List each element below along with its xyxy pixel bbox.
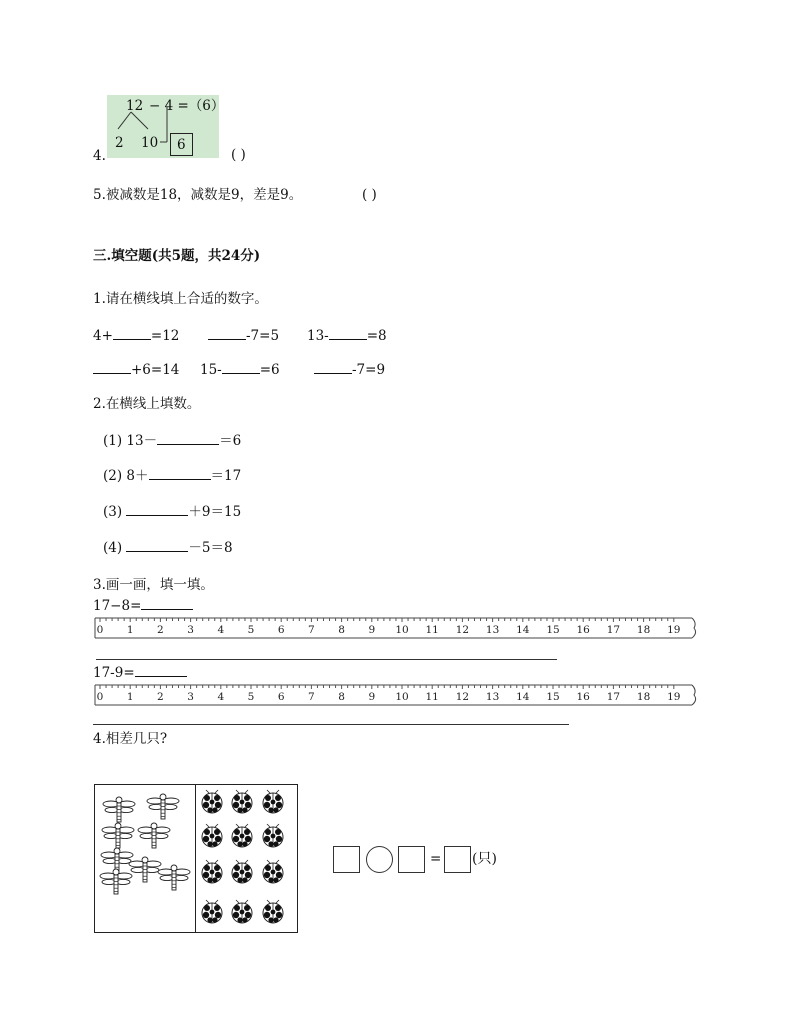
ladybug-icon bbox=[263, 860, 283, 883]
answer-blank[interactable] bbox=[126, 504, 188, 516]
ladybug-icon bbox=[232, 860, 252, 883]
answer-blank[interactable] bbox=[113, 328, 151, 340]
ruler-tick-label: 5 bbox=[247, 691, 255, 703]
answer-paren[interactable]: ( ) bbox=[362, 187, 377, 203]
ruler-tick-label: 12 bbox=[455, 624, 470, 636]
operator-circle[interactable] bbox=[366, 846, 393, 873]
answer-blank[interactable] bbox=[126, 540, 188, 552]
ruler-tick-label: 1 bbox=[126, 691, 134, 703]
q2-item-3: (3) ＋9＝15 bbox=[103, 504, 242, 520]
ladybug-icon bbox=[263, 790, 283, 813]
expression-rest: − 4 =（6） bbox=[149, 98, 225, 114]
q1-row2-item2: 15- =6 bbox=[200, 362, 280, 378]
ruler-tick-label: 4 bbox=[217, 691, 225, 703]
ruler-tick-label: 10 bbox=[395, 624, 409, 636]
q2-item-1: (1) 13－ ＝6 bbox=[103, 433, 242, 449]
number-ruler-1 bbox=[94, 617, 700, 639]
ruler-tick-label: 12 bbox=[455, 691, 470, 703]
q3-eq1: 17−8= bbox=[93, 598, 193, 614]
ruler-tick-label: 8 bbox=[338, 624, 345, 636]
answer-paren[interactable]: ( ) bbox=[231, 147, 246, 163]
number-split-figure bbox=[107, 95, 225, 158]
answer-blank[interactable] bbox=[149, 468, 211, 480]
q5-statement: 5.被减数是18，减数是9，差是9。 bbox=[93, 187, 303, 203]
minuend: 12 bbox=[126, 98, 144, 114]
question-number: 4. bbox=[93, 148, 106, 164]
boxed-answer: 6 bbox=[170, 133, 193, 156]
answer-blank[interactable] bbox=[208, 328, 246, 340]
answer-blank[interactable] bbox=[157, 433, 219, 445]
q2-item-2: (2) 8＋ ＝17 bbox=[103, 468, 242, 484]
q2-item-4: (4) －5＝8 bbox=[103, 540, 233, 556]
ruler-tick-label: 6 bbox=[277, 624, 285, 636]
ruler-tick-label: 15 bbox=[546, 691, 560, 703]
dragonfly-icon bbox=[129, 857, 161, 882]
ruler-tick-label: 7 bbox=[308, 624, 315, 636]
q2-title: 2.在横线上填数。 bbox=[93, 396, 201, 412]
dragonfly-icon bbox=[138, 823, 170, 848]
ruler-tick-label: 3 bbox=[187, 624, 194, 636]
dragonfly-icon bbox=[100, 869, 132, 894]
ruler-tick-label: 0 bbox=[96, 624, 104, 636]
answer-blank[interactable] bbox=[141, 598, 193, 610]
ladybug-icon bbox=[202, 860, 222, 883]
insect-picture bbox=[94, 784, 298, 933]
q1-title: 1.请在横线填上合适的数字。 bbox=[93, 291, 268, 307]
q3-title: 3.画一画，填一填。 bbox=[93, 577, 214, 593]
answer-blank[interactable] bbox=[222, 362, 260, 374]
ruler-tick-label: 19 bbox=[667, 691, 681, 703]
ladybug-icon bbox=[232, 900, 252, 923]
ladybug-icon bbox=[202, 900, 222, 923]
number-ruler-2 bbox=[94, 684, 700, 706]
q1-row1-item1: 4+ =12 bbox=[93, 328, 180, 344]
answer-box-1[interactable] bbox=[333, 846, 360, 873]
insect-drawing bbox=[95, 785, 297, 932]
ruler-tick-label: 4 bbox=[217, 624, 225, 636]
ruler-tick-label: 14 bbox=[516, 691, 530, 703]
ruler-tick-label: 9 bbox=[368, 624, 376, 636]
dragonfly-icon bbox=[103, 797, 135, 822]
ruler-tick-label: 13 bbox=[485, 624, 500, 636]
ladybug-icon bbox=[232, 824, 252, 847]
dragonfly-icon bbox=[102, 823, 134, 848]
ruler-tick-label: 14 bbox=[516, 624, 530, 636]
dragonfly-icon bbox=[158, 865, 190, 890]
answer-box-3[interactable] bbox=[444, 846, 471, 873]
q4-fill-title: 4.相差几只? bbox=[93, 731, 168, 747]
ruler-tick-label: 0 bbox=[96, 691, 104, 703]
dragonfly-icon bbox=[147, 794, 179, 819]
answer-box-2[interactable] bbox=[398, 846, 425, 873]
ladybug-icon bbox=[202, 790, 222, 813]
ruler-svg bbox=[94, 684, 700, 706]
answer-blank[interactable] bbox=[329, 328, 367, 340]
ruler-tick-label: 8 bbox=[338, 691, 345, 703]
ruler-tick-label: 2 bbox=[157, 624, 164, 636]
ruler-svg bbox=[94, 617, 700, 639]
ruler-tick-label: 2 bbox=[157, 691, 164, 703]
answer-blank[interactable] bbox=[135, 665, 187, 677]
ruler-tick-label: 9 bbox=[368, 691, 376, 703]
ruler-tick-label: 16 bbox=[576, 624, 590, 636]
ruler-tick-label: 11 bbox=[425, 624, 439, 636]
q1-row2-item1: +6=14 bbox=[93, 362, 179, 378]
draw-line-1[interactable] bbox=[96, 659, 557, 660]
q1-row1-item3: 13- =8 bbox=[307, 328, 387, 344]
ruler-tick-label: 6 bbox=[277, 691, 285, 703]
split-part-a: 2 bbox=[115, 135, 124, 151]
ruler-tick-label: 17 bbox=[606, 691, 621, 703]
unit-label: (只) bbox=[472, 851, 497, 867]
answer-blank[interactable] bbox=[93, 362, 131, 374]
ruler-tick-label: 11 bbox=[425, 691, 439, 703]
ruler-tick-label: 15 bbox=[546, 624, 560, 636]
ruler-tick-label: 3 bbox=[187, 691, 194, 703]
ladybug-icon bbox=[263, 824, 283, 847]
ruler-tick-label: 16 bbox=[576, 691, 590, 703]
q1-row1-item2: -7=5 bbox=[208, 328, 279, 344]
ruler-tick-label: 1 bbox=[126, 624, 134, 636]
q1-row2-item3: -7=9 bbox=[314, 362, 385, 378]
split-part-b: 10 bbox=[141, 135, 159, 151]
ruler-tick-label: 10 bbox=[395, 691, 409, 703]
ladybug-icon bbox=[232, 790, 252, 813]
ruler-tick-label: 18 bbox=[636, 691, 651, 703]
answer-blank[interactable] bbox=[314, 362, 352, 374]
ruler-tick-label: 17 bbox=[606, 624, 621, 636]
draw-line-2[interactable] bbox=[93, 724, 569, 725]
ruler-tick-label: 5 bbox=[247, 624, 255, 636]
ruler-tick-label: 19 bbox=[667, 624, 681, 636]
section-heading: 三.填空题(共5题，共24分) bbox=[93, 248, 261, 264]
q3-eq2: 17-9= bbox=[93, 665, 187, 681]
ruler-tick-label: 7 bbox=[308, 691, 315, 703]
ruler-tick-label: 18 bbox=[636, 624, 651, 636]
equals-sign: = bbox=[430, 851, 442, 867]
ruler-tick-label: 13 bbox=[485, 691, 500, 703]
ladybug-icon bbox=[263, 900, 283, 923]
ladybug-icon bbox=[202, 824, 222, 847]
